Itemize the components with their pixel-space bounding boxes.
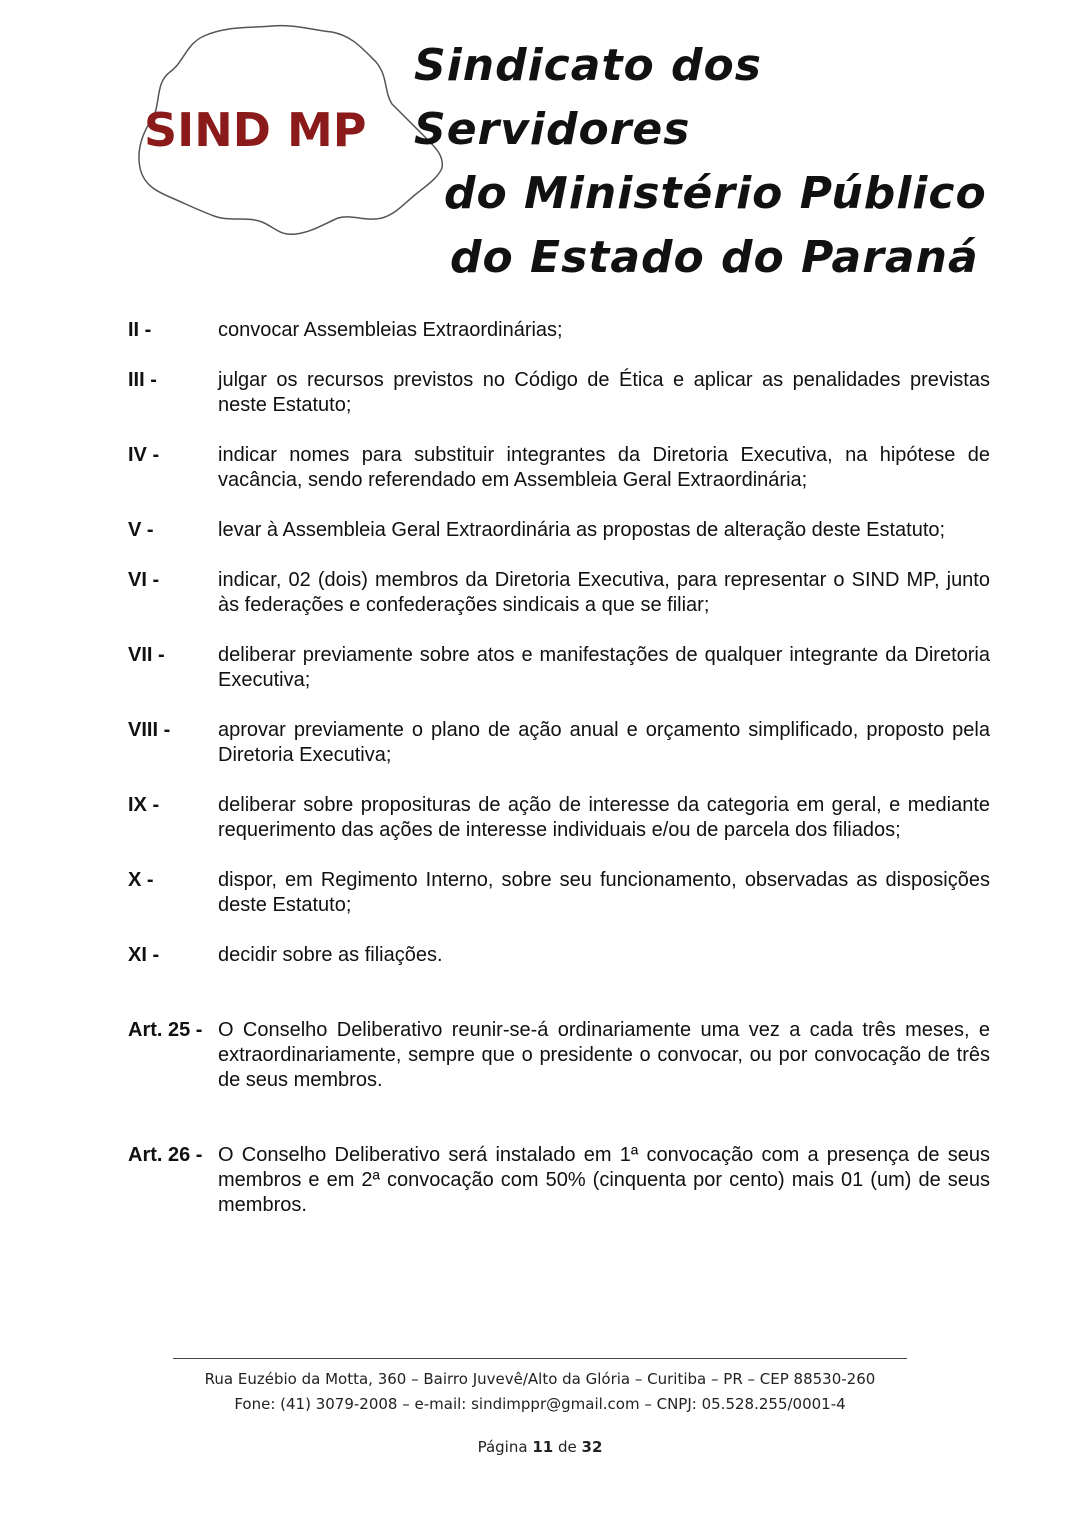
item-text: deliberar previamente sobre atos e manifestações de qualquer integrante da Diretoria Executiva; [218, 644, 990, 691]
page-current: 11 [532, 1438, 554, 1456]
page-number [0, 1438, 1080, 1456]
item-text: aprovar previamente o plano de ação anual e orçamento simplificado, proposto pela Diretoria Executiva; [218, 719, 990, 766]
list-item [128, 793, 990, 843]
item-text: dispor, em Regimento Interno, sobre seu funcionamento, observadas as disposições deste Estatuto; [218, 869, 990, 916]
page-footer [0, 1358, 1080, 1417]
page-label: Página [477, 1438, 528, 1456]
parana-map-logo [126, 18, 456, 244]
union-name-title [414, 34, 1014, 290]
item-text: julgar os recursos previstos no Código de Ética e aplicar as penalidades previstas neste Estatuto; [218, 369, 990, 416]
title-line-3: do Estado do Paraná [450, 232, 979, 283]
list-item [128, 643, 990, 693]
article-text: O Conselho Deliberativo será instalado em 1ª convocação com a presença de seus membros e em 2ª convocação com 50% (cinquenta por cento) mais 01 (um) de seus membros. [218, 1144, 990, 1216]
item-number: X - [128, 869, 154, 891]
item-number: VI - [128, 569, 160, 591]
item-number: XI - [128, 944, 160, 966]
item-number: VII - [128, 644, 165, 666]
sind-mp-logo-text: SIND MP [144, 103, 367, 157]
item-number: IX - [128, 794, 160, 816]
article-text: O Conselho Deliberativo reunir-se-á ordinariamente uma vez a cada três meses, e extraordinariamente, sempre que o presidente o convocar, ou por convocação de três de seus membros. [218, 1019, 990, 1091]
list-item [128, 868, 990, 918]
item-number: IV - [128, 444, 160, 466]
letterhead [0, 0, 1080, 283]
item-number: V - [128, 519, 154, 541]
item-number: VIII - [128, 719, 171, 741]
list-item [128, 368, 990, 418]
item-text: levar à Assembleia Geral Extraordinária as propostas de alteração deste Estatuto; [218, 519, 946, 541]
item-text: indicar, 02 (dois) membros da Diretoria Executiva, para representar o SIND MP, junto às federações e confederações sindicais a que se filiar; [218, 569, 990, 616]
article-25 [128, 1018, 990, 1093]
item-text: deliberar sobre proposituras de ação de interesse da categoria em geral, e mediante requerimento das ações de interesse individuais e/ou de parcela dos filiados; [218, 794, 990, 841]
list-item [128, 443, 990, 493]
article-number: Art. 25 - [128, 1019, 203, 1041]
item-text: indicar nomes para substituir integrantes da Diretoria Executiva, na hipótese de vacância, sendo referendado em Assembleia Geral Extraordinária; [218, 444, 990, 491]
page-of: de [557, 1438, 577, 1456]
article-26 [128, 1143, 990, 1218]
footer-address: Rua Euzébio da Motta, 360 – Bairro Juvevê/Alto da Glória – Curitiba – PR – CEP 88530-260 [204, 1370, 876, 1388]
list-item [128, 518, 990, 543]
list-item [128, 718, 990, 768]
article-number: Art. 26 - [128, 1144, 203, 1166]
page-total: 32 [581, 1438, 603, 1456]
item-number: III - [128, 369, 157, 391]
item-number: II - [128, 319, 152, 341]
item-text: decidir sobre as filiações. [218, 944, 443, 966]
document-body [128, 318, 990, 1218]
list-item [128, 318, 990, 343]
list-item [128, 568, 990, 618]
list-item [128, 943, 990, 968]
title-line-2: do Ministério Público [444, 168, 987, 219]
item-text: convocar Assembleias Extraordinárias; [218, 319, 563, 341]
footer-divider [173, 1358, 907, 1359]
footer-contact: Fone: (41) 3079-2008 – e-mail: sindimppr@gmail.com – CNPJ: 05.528.255/0001-4 [234, 1395, 846, 1413]
title-line-1: Sindicato dos Servidores [414, 40, 762, 155]
